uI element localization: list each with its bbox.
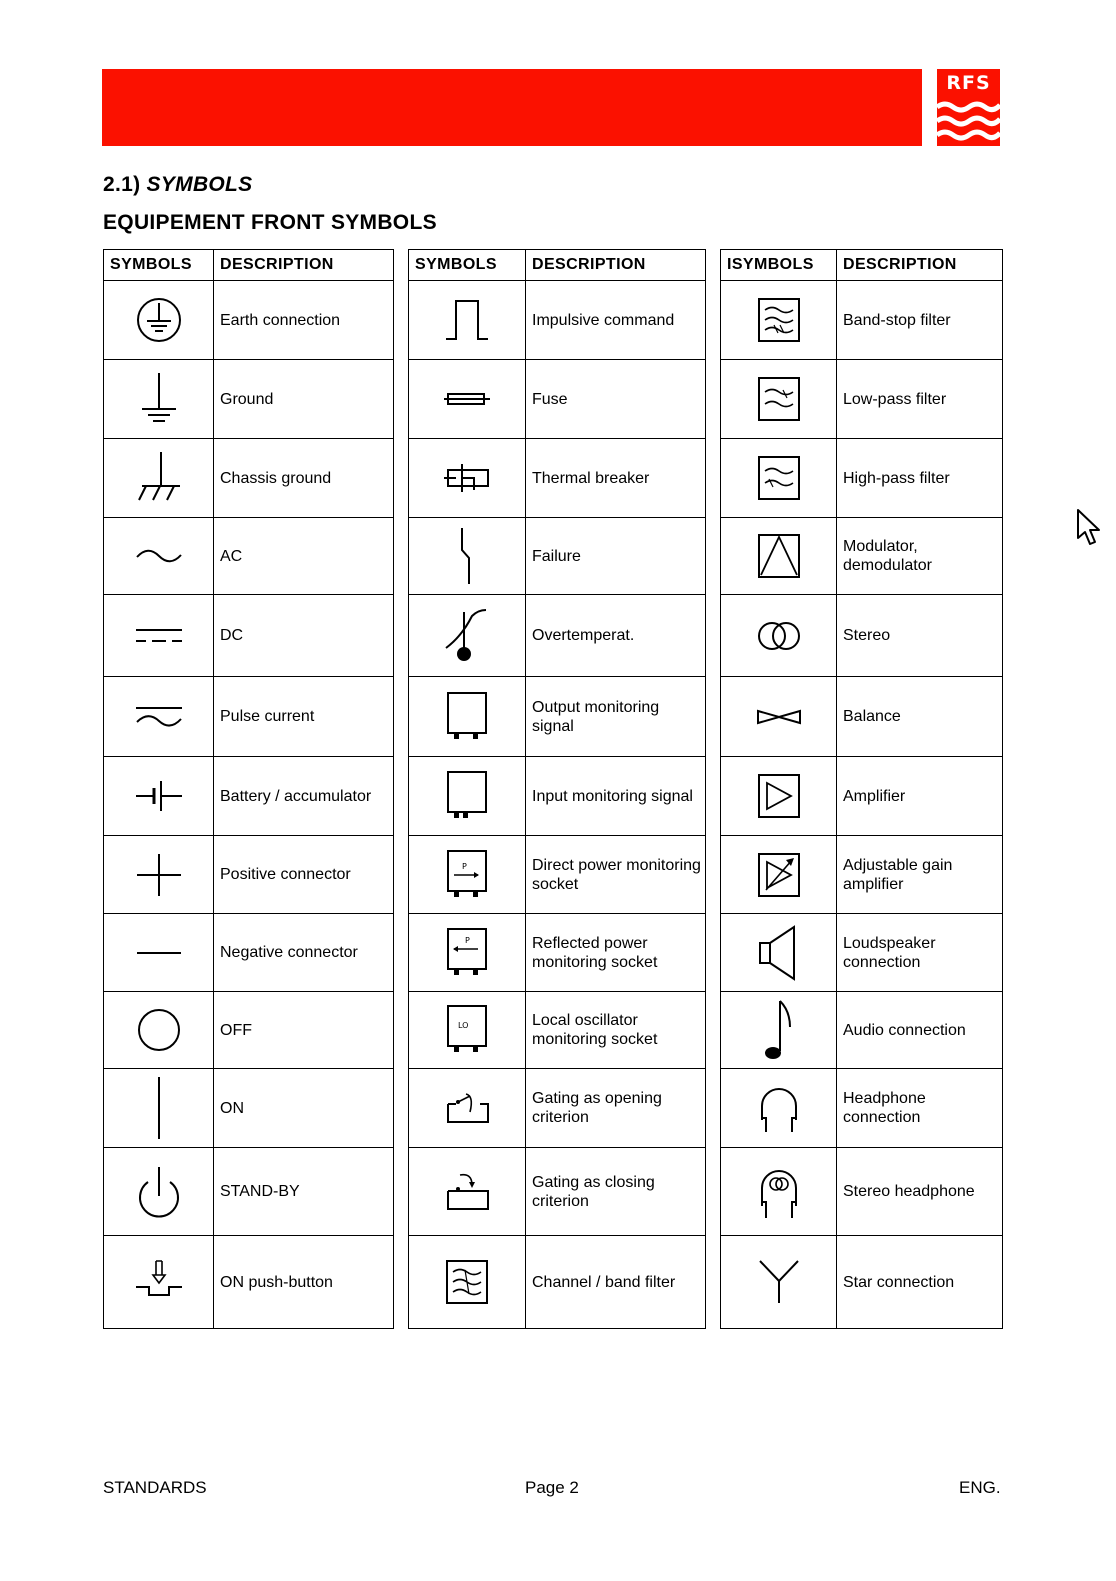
table-row <box>721 992 1003 1069</box>
description-cell: Stereo headphone <box>837 1148 1003 1236</box>
negative-connector-icon <box>134 948 184 958</box>
modulator-icon <box>754 531 804 581</box>
description-cell: Local oscillator monitoring socket <box>526 992 706 1069</box>
table-row <box>409 518 706 595</box>
description-cell: Ground <box>214 360 394 439</box>
col-header-description: DESCRIPTION <box>837 250 1003 281</box>
table-row <box>409 1236 706 1329</box>
input-monitoring-icon <box>442 768 492 824</box>
description-cell: Loudspeaker connection <box>837 914 1003 992</box>
audio-connection-icon <box>754 997 804 1063</box>
channel-band-filter-icon <box>442 1257 492 1307</box>
table-row <box>409 360 706 439</box>
description-cell: Negative connector <box>214 914 394 992</box>
headphone-icon <box>754 1080 804 1136</box>
col-header-symbols: ISYMBOLS <box>721 250 837 281</box>
table-row <box>104 595 394 677</box>
table-row <box>104 992 394 1069</box>
ac-icon <box>134 541 184 571</box>
description-cell: OFF <box>214 992 394 1069</box>
description-cell: Thermal breaker <box>526 439 706 518</box>
table-row <box>721 757 1003 836</box>
description-cell: High-pass filter <box>837 439 1003 518</box>
gating-opening-icon <box>442 1088 492 1128</box>
table-row <box>104 281 394 360</box>
output-monitoring-icon <box>442 689 492 745</box>
table-row <box>721 281 1003 360</box>
description-cell: DC <box>214 595 394 677</box>
table-row <box>721 914 1003 992</box>
table-row <box>409 677 706 757</box>
table-row <box>721 677 1003 757</box>
symbol-table-2 <box>408 249 706 1329</box>
header-banner <box>102 69 922 146</box>
reflected-power-icon <box>442 925 492 981</box>
description-cell: Gating as opening criterion <box>526 1069 706 1148</box>
description-cell: Overtemperat. <box>526 595 706 677</box>
chassis-ground-icon <box>134 450 184 506</box>
table-row <box>409 992 706 1069</box>
logo-waves-icon <box>937 99 1000 146</box>
description-cell: ON push-button <box>214 1236 394 1329</box>
mouse-cursor-icon <box>1076 508 1102 548</box>
fuse-icon <box>442 389 492 409</box>
amplifier-icon <box>754 771 804 821</box>
col-header-description: DESCRIPTION <box>214 250 394 281</box>
description-cell: Stereo <box>837 595 1003 677</box>
pulse-current-icon <box>134 702 184 732</box>
description-cell: Impulsive command <box>526 281 706 360</box>
on-push-button-icon <box>134 1257 184 1307</box>
footer-left: STANDARDS <box>103 1478 207 1497</box>
table-row <box>721 595 1003 677</box>
description-cell: Adjustable gain amplifier <box>837 836 1003 914</box>
table-row <box>409 1069 706 1148</box>
stereo-icon <box>754 618 804 654</box>
table-row <box>104 1236 394 1329</box>
description-cell: Positive connector <box>214 836 394 914</box>
description-cell: Channel / band filter <box>526 1236 706 1329</box>
table-row <box>409 757 706 836</box>
table-row <box>721 836 1003 914</box>
description-cell: Headphone connection <box>837 1069 1003 1148</box>
thermal-breaker-icon <box>442 460 492 496</box>
table-row <box>721 360 1003 439</box>
direct-power-icon <box>442 847 492 903</box>
band-stop-filter-icon <box>754 295 804 345</box>
table-row <box>104 757 394 836</box>
description-cell: Input monitoring signal <box>526 757 706 836</box>
col-header-symbols: SYMBOLS <box>409 250 526 281</box>
power-label: P <box>462 861 467 871</box>
page-subtitle: EQUIPEMENT FRONT SYMBOLS <box>103 211 437 234</box>
description-cell: Gating as closing criterion <box>526 1148 706 1236</box>
star-connection-icon <box>754 1257 804 1307</box>
description-cell: Chassis ground <box>214 439 394 518</box>
gating-closing-icon <box>442 1169 492 1215</box>
rfs-logo <box>937 69 1000 146</box>
table-row <box>409 1148 706 1236</box>
description-cell: Band-stop filter <box>837 281 1003 360</box>
earth-connection-icon <box>134 295 184 345</box>
table-row <box>409 595 706 677</box>
col-header-description: DESCRIPTION <box>526 250 706 281</box>
off-icon <box>134 1005 184 1055</box>
adjustable-gain-amplifier-icon <box>754 850 804 900</box>
standby-icon <box>134 1164 184 1220</box>
table-row <box>409 836 706 914</box>
overtemperature-icon <box>442 606 492 666</box>
description-cell: Audio connection <box>837 992 1003 1069</box>
table-row <box>104 836 394 914</box>
col-header-symbols: SYMBOLS <box>104 250 214 281</box>
description-cell: Star connection <box>837 1236 1003 1329</box>
description-cell: Earth connection <box>214 281 394 360</box>
footer-right: ENG. <box>959 1478 1001 1497</box>
description-cell: AC <box>214 518 394 595</box>
table-row <box>104 1148 394 1236</box>
table-row <box>721 1069 1003 1148</box>
low-pass-filter-icon <box>754 374 804 424</box>
table-row <box>409 439 706 518</box>
description-cell: Modulator, demodulator <box>837 518 1003 595</box>
table-row <box>104 914 394 992</box>
oscillator-label: LO <box>458 1021 469 1030</box>
footer-page-number: Page 2 <box>525 1478 579 1497</box>
section-number: 2.1) <box>103 173 141 196</box>
table-row <box>721 1236 1003 1329</box>
symbol-table-3 <box>720 249 1003 1329</box>
table-row <box>104 439 394 518</box>
table-row <box>104 360 394 439</box>
positive-connector-icon <box>134 850 184 900</box>
description-cell: Direct power monitoring socket <box>526 836 706 914</box>
on-icon <box>134 1075 184 1141</box>
description-cell: STAND-BY <box>214 1148 394 1236</box>
description-cell: Low-pass filter <box>837 360 1003 439</box>
table-row <box>104 1069 394 1148</box>
description-cell: ON <box>214 1069 394 1148</box>
local-oscillator-icon <box>442 1002 492 1058</box>
table-row <box>409 281 706 360</box>
balance-icon <box>754 707 804 727</box>
logo-text: RFS <box>946 72 991 94</box>
section-word: SYMBOLS <box>146 173 253 196</box>
failure-icon <box>442 526 492 586</box>
description-cell: Pulse current <box>214 677 394 757</box>
ground-icon <box>134 371 184 427</box>
description-cell: Fuse <box>526 360 706 439</box>
description-cell: Amplifier <box>837 757 1003 836</box>
description-cell: Balance <box>837 677 1003 757</box>
table-row <box>721 439 1003 518</box>
table-row <box>721 518 1003 595</box>
table-row <box>104 677 394 757</box>
power-label: P <box>465 935 470 945</box>
loudspeaker-icon <box>754 923 804 983</box>
impulsive-command-icon <box>442 297 492 343</box>
section-title <box>103 173 252 197</box>
table-row <box>409 914 706 992</box>
table-row <box>721 1148 1003 1236</box>
high-pass-filter-icon <box>754 453 804 503</box>
description-cell: Failure <box>526 518 706 595</box>
description-cell: Battery / accumulator <box>214 757 394 836</box>
table-row <box>104 518 394 595</box>
dc-icon <box>134 621 184 651</box>
description-cell: Output monitoring signal <box>526 677 706 757</box>
symbol-table-1 <box>103 249 394 1329</box>
stereo-headphone-icon <box>754 1162 804 1222</box>
battery-icon <box>134 778 184 814</box>
description-cell: Reflected power monitoring socket <box>526 914 706 992</box>
